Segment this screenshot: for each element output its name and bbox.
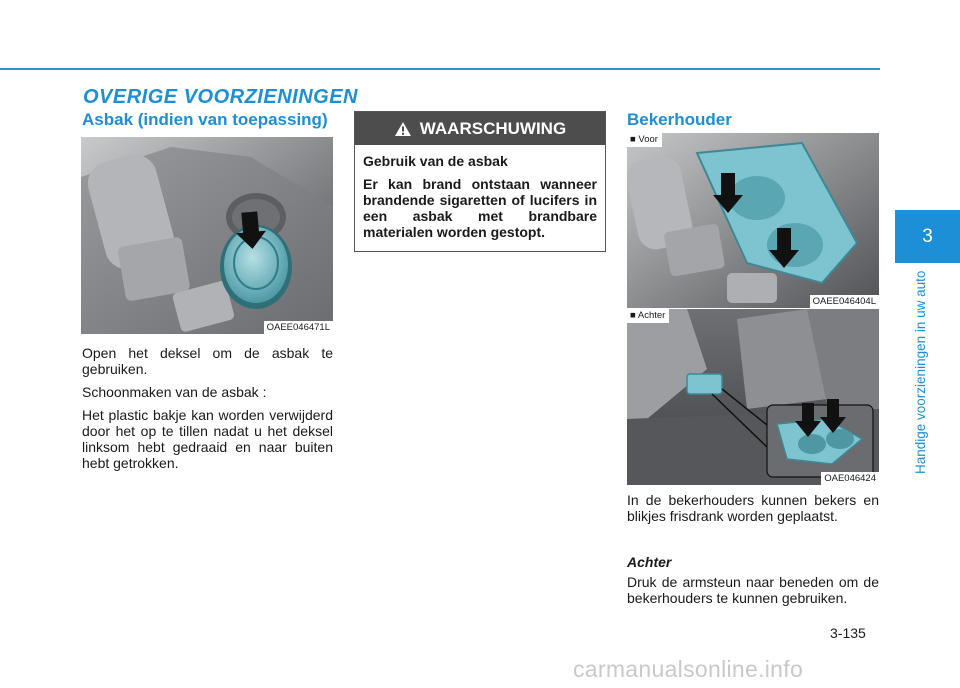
cupholder-title: Bekerhouder: [627, 110, 732, 129]
rear-image-code: OAE046424: [821, 472, 879, 485]
rear-text: Druk de armsteun naar beneden om de bekerhouders te kunnen gebruiken.: [627, 574, 879, 606]
front-cupholder-photo: [627, 133, 879, 308]
warning-triangle-icon: [394, 121, 412, 137]
ashtray-paragraph-1: Open het deksel om de asbak te gebruiken.: [82, 345, 333, 377]
watermark: carmanualsonline.info: [573, 656, 804, 682]
warning-box: [354, 111, 606, 252]
warning-title: Gebruik van de asbak: [363, 153, 508, 169]
front-label: ■ Voor: [627, 133, 662, 147]
warning-header-label: WAARSCHUWING: [419, 118, 567, 138]
warning-text: Er kan brand ontstaan wanneer brandende sigaretten of lucifers in een asbak met brandbare materialen worden gestopt.: [363, 176, 597, 240]
cupholder-text: In de bekerhouders kunnen bekers en blikjes frisdrank worden geplaatst.: [627, 492, 879, 524]
chapter-title-vertical: Handige voorzieningen in uw auto: [913, 270, 928, 474]
warning-header: [355, 112, 605, 145]
ashtray-title: Asbak (indien van toepassing): [82, 110, 328, 129]
ashtray-image-code: OAEE046471L: [264, 321, 333, 334]
ashtray-text: [82, 345, 333, 478]
page-number: 3-135: [830, 625, 866, 641]
ashtray-photo: [81, 137, 333, 334]
rear-label: ■ Achter: [627, 309, 669, 323]
ashtray-paragraph-3: Het plastic bakje kan worden verwijderd door het op te tillen nadat u het deksel linksom hebt gedraaid en naar buiten hebt getrokken.: [82, 407, 333, 471]
top-rule: [0, 68, 880, 70]
ashtray-paragraph-2: Schoonmaken van de asbak :: [82, 384, 267, 400]
rear-heading: Achter: [627, 554, 672, 570]
rear-cupholder-photo: [627, 309, 879, 485]
chapter-tab: 3: [895, 210, 960, 263]
front-image-code: OAEE046404L: [810, 295, 879, 308]
warning-body: [355, 145, 605, 240]
section-title: OVERIGE VOORZIENINGEN: [83, 86, 358, 108]
